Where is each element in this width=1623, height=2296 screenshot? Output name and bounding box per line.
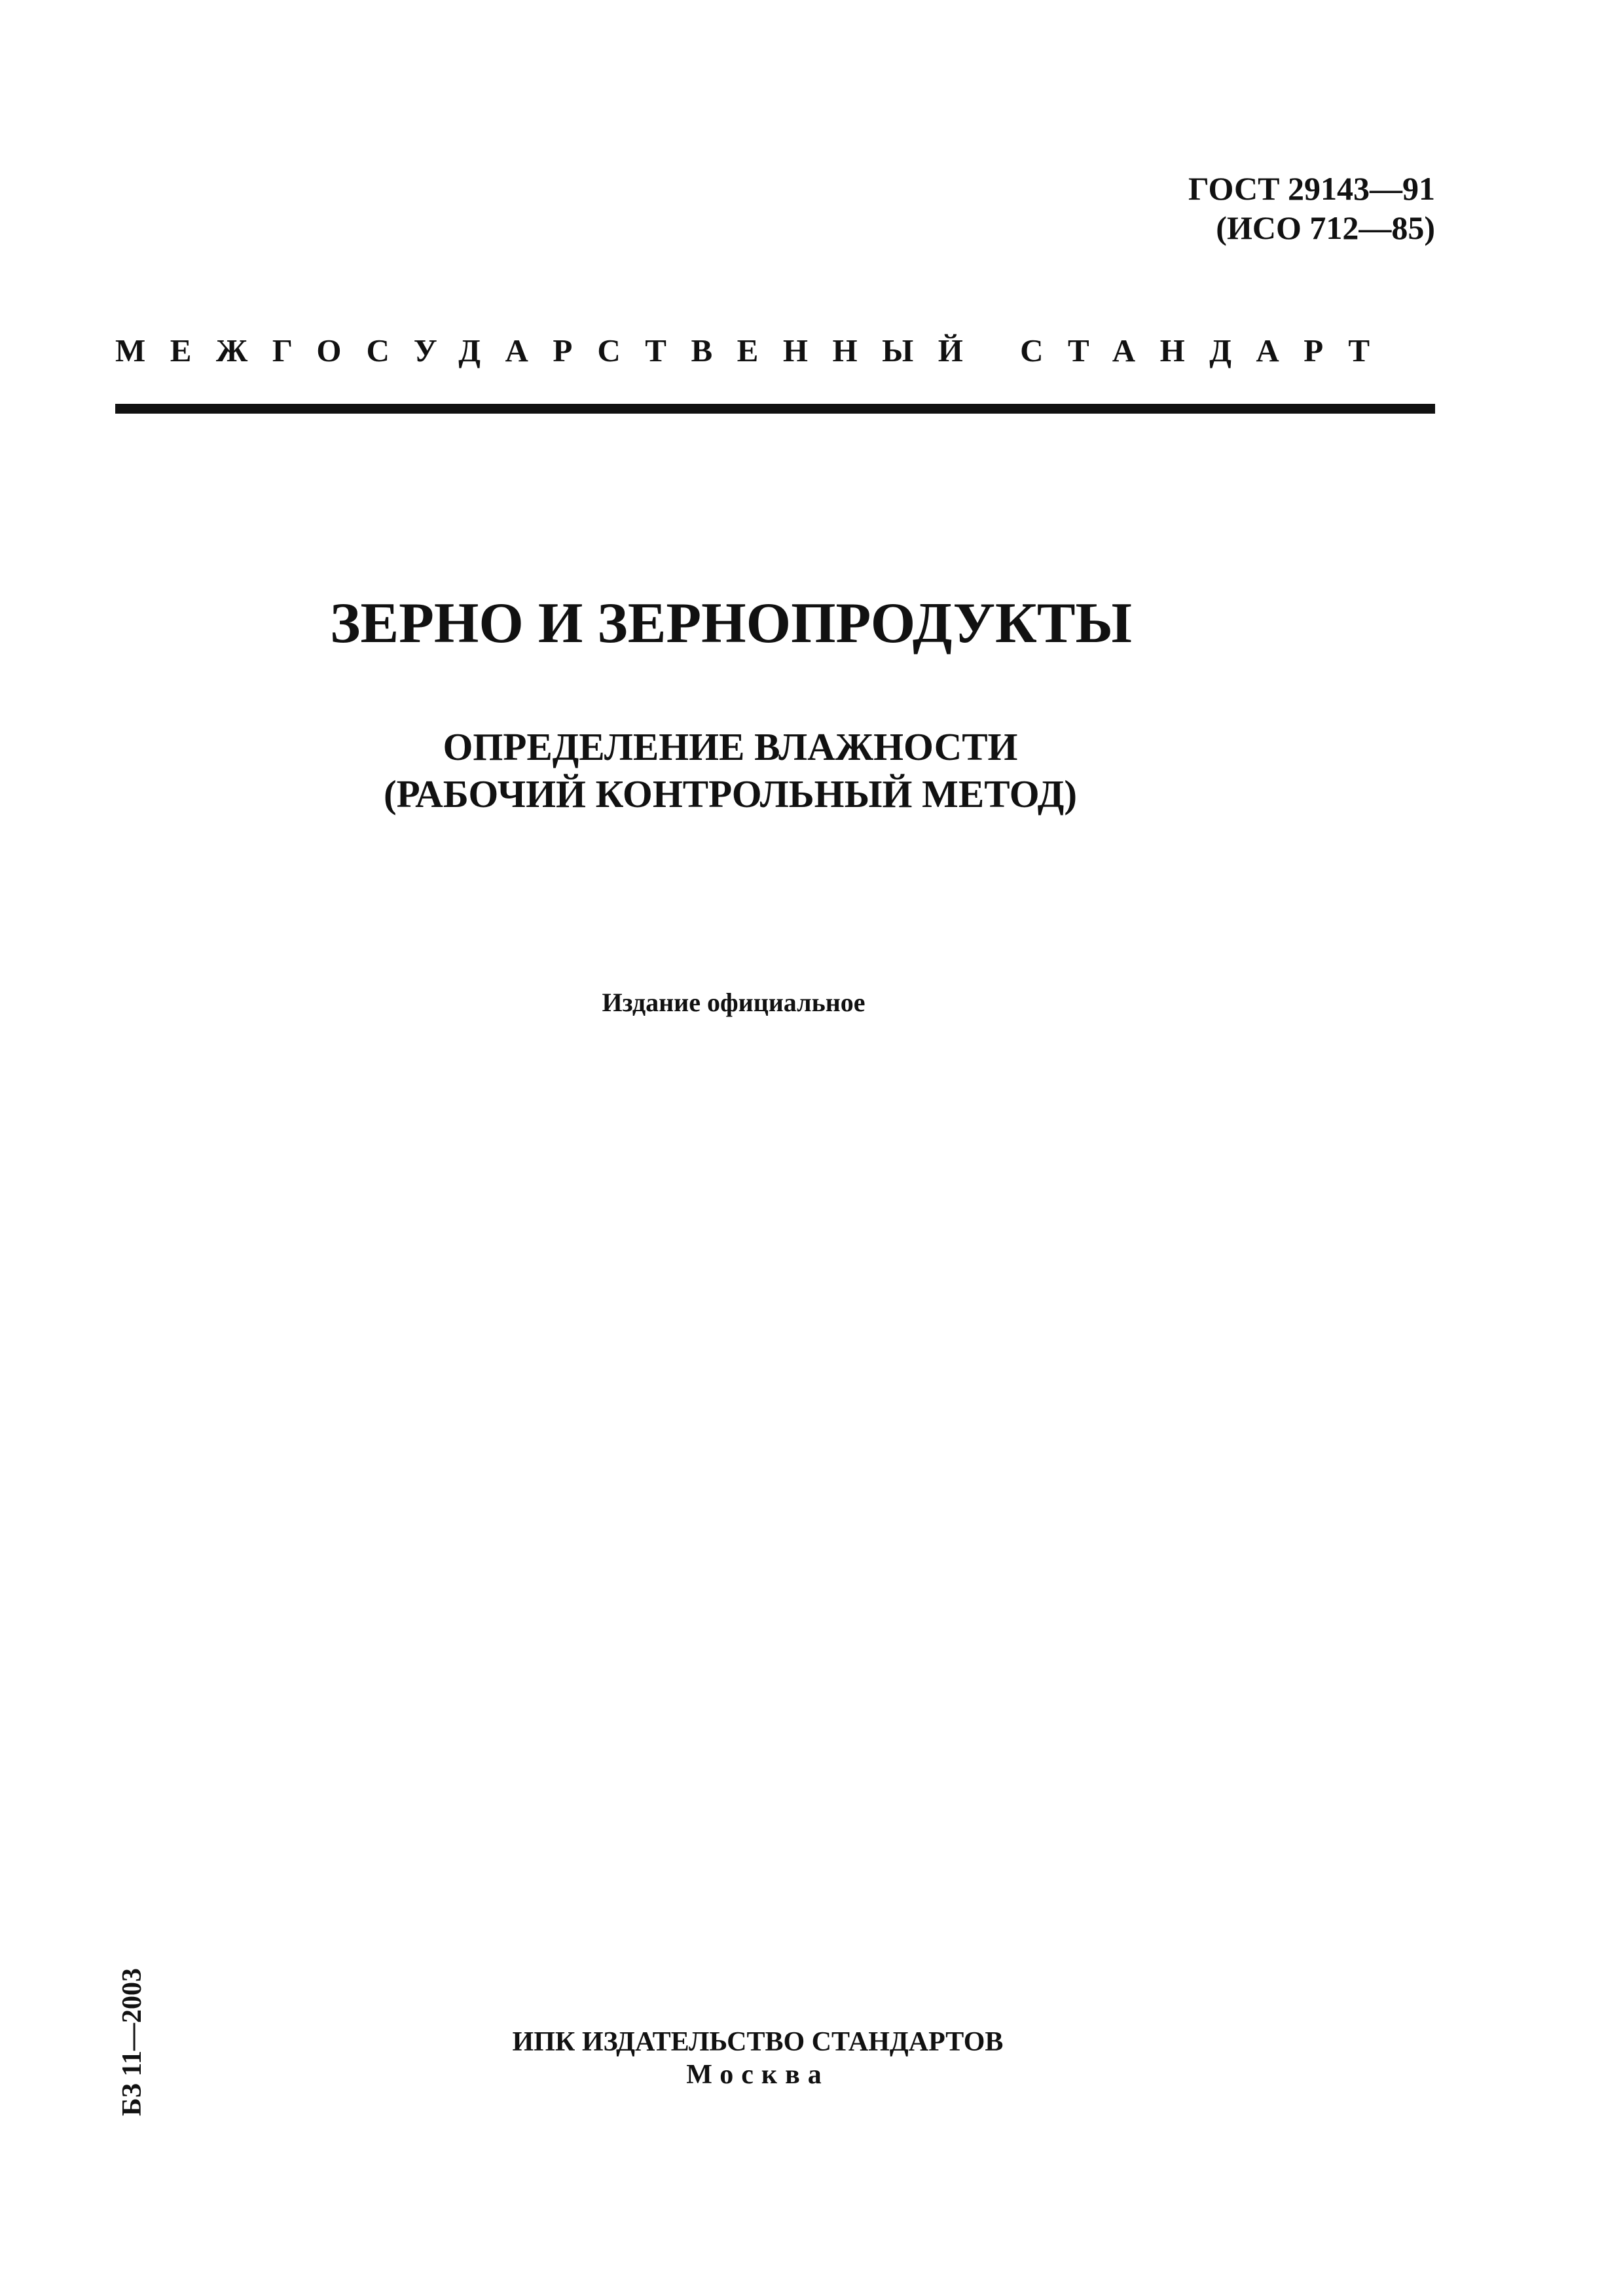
publisher-block	[0, 2026, 1569, 2091]
side-code: БЗ 11—2003	[117, 1967, 147, 2117]
iso-number: (ИСО 712—85)	[1216, 209, 1435, 246]
publisher-name: ИПК ИЗДАТЕЛЬСТВО СТАНДАРТОВ	[512, 2027, 1004, 2057]
edition-note: Издание официальное	[602, 988, 866, 1017]
publisher-city: Москва	[686, 2060, 830, 2090]
subtitle-line-1: ОПРЕДЕЛЕНИЕ ВЛАЖНОСТИ	[443, 725, 1018, 768]
document-subtitle	[0, 723, 1542, 817]
gost-number: ГОСТ 29143—91	[1188, 170, 1435, 207]
subtitle-line-2: (РАБОЧИЙ КОНТРОЛЬНЫЙ МЕТОД)	[384, 772, 1077, 816]
standard-type-heading: МЕЖГОСУДАРСТВЕННЫЙ СТАНДАРТ	[115, 332, 1395, 368]
document-title: ЗЕРНО И ЗЕРНОПРОДУКТЫ	[330, 592, 1132, 655]
standard-number-block	[977, 169, 1435, 247]
heading-rule	[115, 404, 1435, 414]
